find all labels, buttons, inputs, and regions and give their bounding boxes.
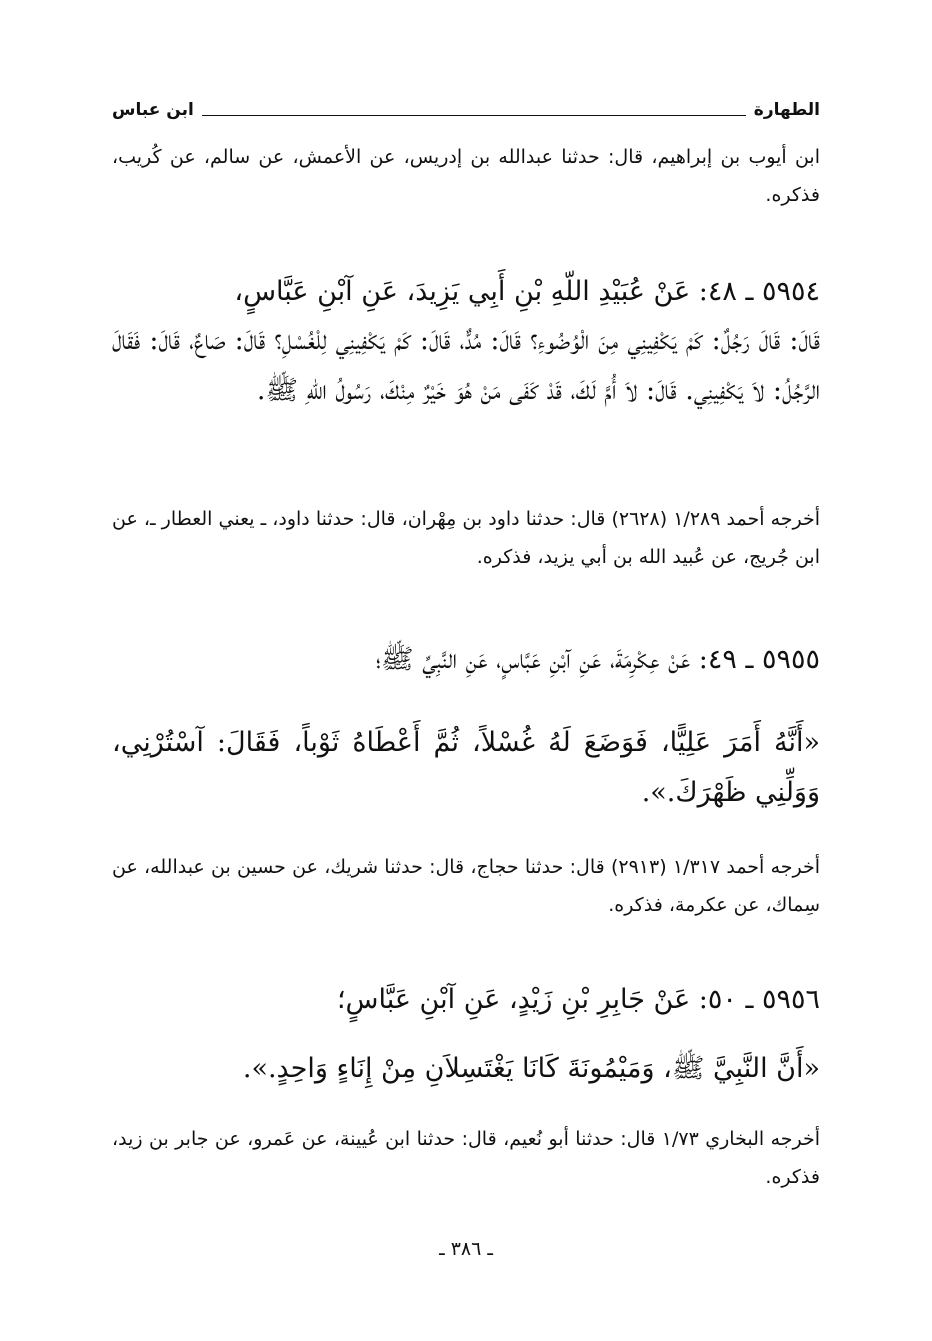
hadith-text: «أَنَّ النَّبِيَّ ﷺ، وَمَيْمُونَةَ كَانَا يَغْتَسِلاَنِ مِنْ إِنَاءٍ وَاحِدٍ.».	[242, 1053, 820, 1084]
carryover-note: ابن أيوب بن إبراهيم، قال: حدثنا عبدالله بن إدريس، عن الأعمش، عن سالم، عن كُريب، فذكره.	[112, 146, 820, 206]
hadith-text: قَالَ: قَالَ رَجُلٌ: كَمْ يَكْفِينِي مِنَ الْوُضُوءِ؟ قَالَ: مُدٌّ، قَالَ: كَمْ يَكْفِينِي لِلْغُسْلِ؟ قَالَ: صَاعٌ، قَالَ: فَقَالَ الرَّجُلُ: لاَ يَكْفِينِي. قَالَ: لاَ أُمَّ لَكَ، قَدْ كَفَى مَنْ هُوَ خَيْرٌ مِنْكَ، رَسُولُ اللّهِ ﷺ.	[112, 325, 820, 406]
running-header	[112, 90, 820, 120]
hadith-heading: ٥٩٥٥ ـ ٤٩: عَنْ عِكْرِمَةَ، عَنِ آبْنِ عَبَّاسٍ، عَنِ النَّبِيِّ ﷺ؛	[375, 644, 820, 675]
section-title: ابن عباس	[112, 100, 194, 120]
hadith-source: أخرجه البخاري ١/٧٣ قال: حدثنا أبو نُعيم، قال: حدثنا ابن عُيينة، عن عَمرو، عن جابر بن زيد، فذكره.	[112, 1128, 821, 1188]
hadith-source: أخرجه أحمد ١/٣١٧ (٢٩١٣) قال: حدثنا حجاج، قال: حدثنا شريك، عن حسين بن عبدالله، عن سِماك، عن عكرمة، فذكره.	[112, 856, 821, 916]
header-rule	[202, 115, 746, 116]
hadith-source: أخرجه أحمد ١/٢٨٩ (٢٦٢٨) قال: حدثنا داود بن مِهْران، قال: حدثنا داود، ـ يعني العطار ـ، عن ابن جُريج، عن عُبيد الله بن أبي يزيد، فذكره.	[112, 508, 821, 568]
hadith-heading: ٥٩٥٦ ـ ٥٠: عَنْ جَابِرِ بْنِ زَيْدٍ، عَنِ آبْنِ عَبَّاسٍ؛	[336, 984, 820, 1015]
chapter-title: الطهارة	[753, 100, 820, 120]
hadith-heading: ٥٩٥٤ ـ ٤٨: عَنْ عُبَيْدِ اللّهِ بْنِ أَبِي يَزِيدَ، عَنِ آبْنِ عَبَّاسٍ،	[234, 276, 820, 307]
hadith-text: «أَنَّهُ أَمَرَ عَلِيًّا، فَوَضَعَ لَهُ غُسْلاً، ثُمَّ أَعْطَاهُ ثَوْباً، فَقَالَ: آسْتُرْنِي، وَوَلِّنِي ظَهْرَكَ.».	[112, 727, 820, 808]
page-number: ـ ٣٨٦ ـ	[439, 1238, 493, 1260]
